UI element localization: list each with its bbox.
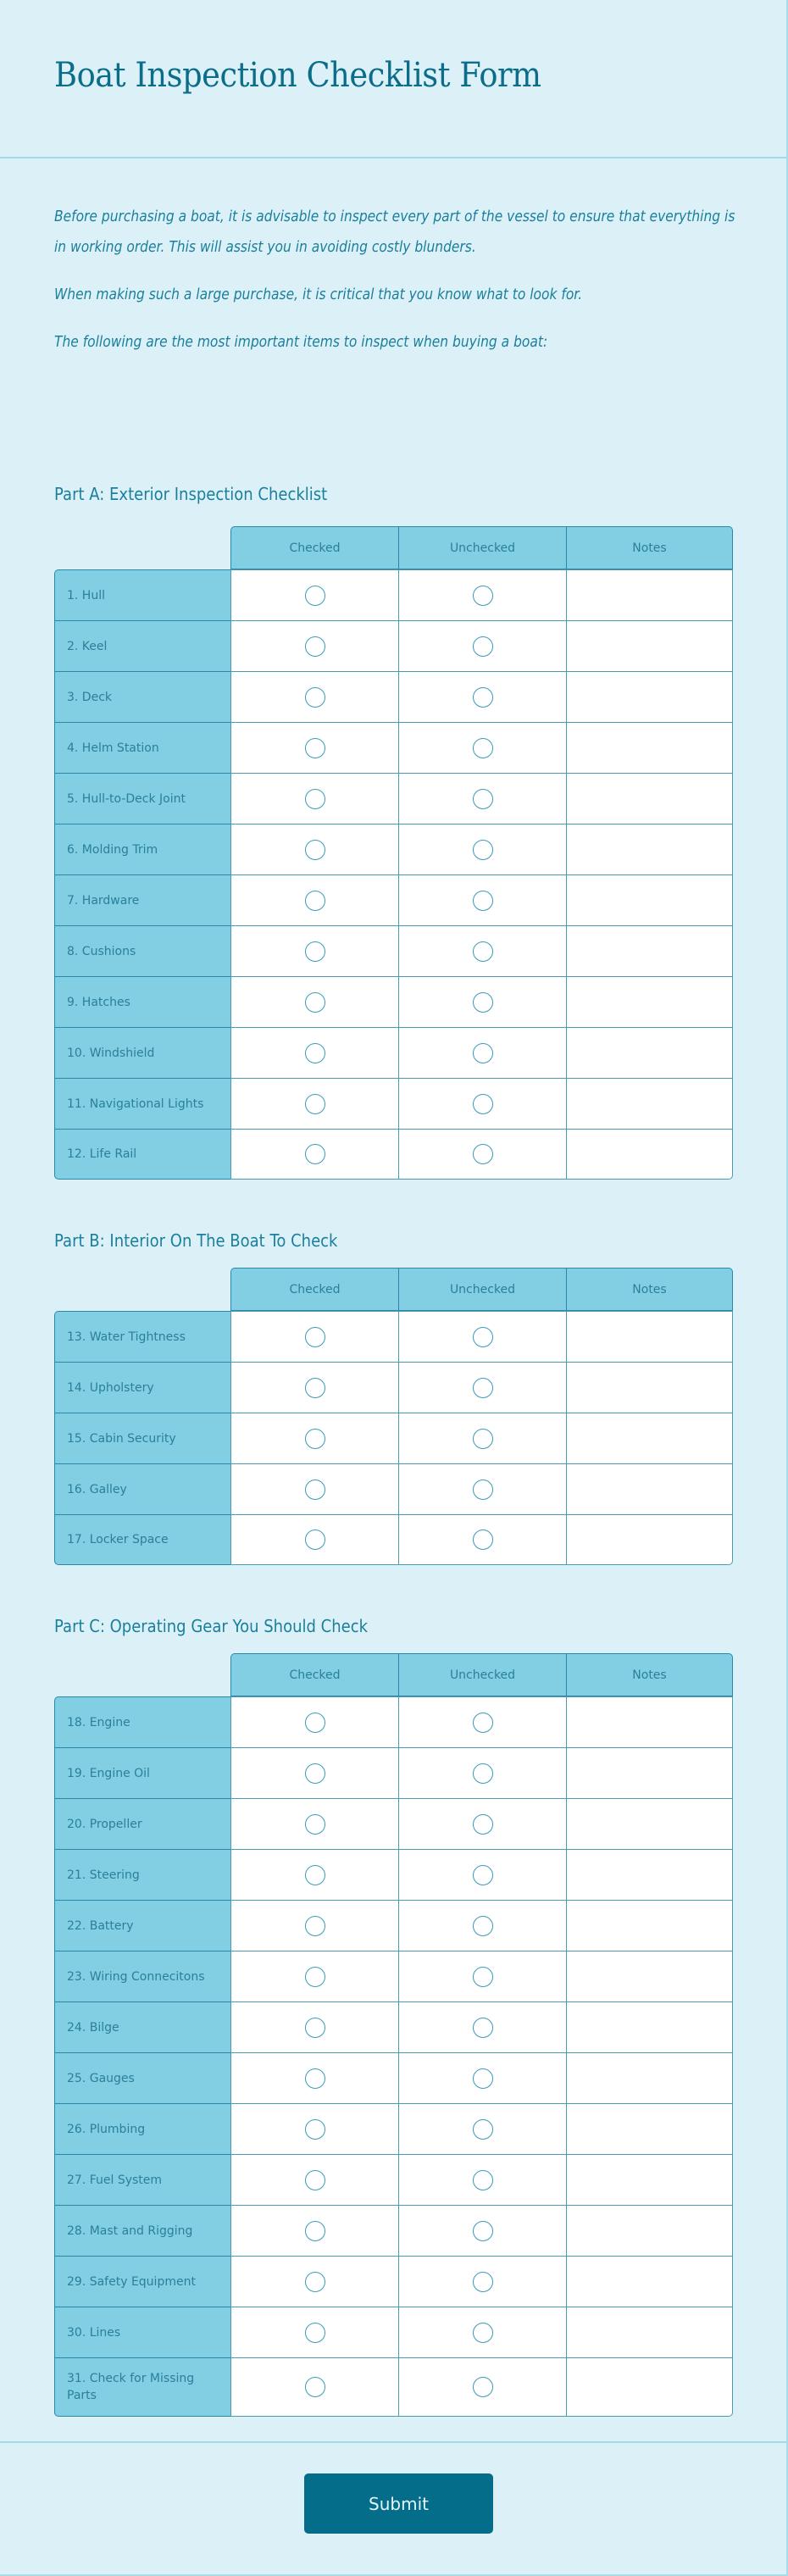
header-spacer bbox=[54, 1653, 230, 1696]
form-header bbox=[0, 0, 786, 158]
unchecked-cell bbox=[398, 2357, 566, 2417]
checked-radio[interactable] bbox=[305, 2272, 325, 2292]
column-header-notes: Notes bbox=[566, 526, 733, 569]
section-title: Part B: Interior On The Boat To Check bbox=[54, 1230, 338, 1251]
notes-input[interactable] bbox=[566, 1900, 733, 1951]
intro-paragraph: Before purchasing a boat, it is advisable to inspect every part of the vessel to ensure that everything is in working order. This will assist you in avoiding costly blunders. bbox=[54, 208, 735, 256]
section-title: Part A: Exterior Inspection Checklist bbox=[54, 484, 328, 504]
checked-radio[interactable] bbox=[305, 1144, 325, 1164]
notes-input[interactable] bbox=[566, 1849, 733, 1900]
unchecked-cell bbox=[398, 925, 566, 976]
unchecked-cell bbox=[398, 2103, 566, 2154]
row-label: 2. Keel bbox=[54, 620, 230, 671]
header-spacer bbox=[54, 1268, 230, 1311]
unchecked-cell bbox=[398, 874, 566, 925]
unchecked-radio[interactable] bbox=[473, 941, 493, 962]
notes-input[interactable] bbox=[566, 2001, 733, 2052]
column-header-notes: Notes bbox=[566, 1653, 733, 1696]
notes-input[interactable] bbox=[566, 2307, 733, 2357]
checked-cell bbox=[230, 2307, 398, 2357]
notes-input[interactable] bbox=[566, 1362, 733, 1413]
checked-cell bbox=[230, 1747, 398, 1798]
checked-cell bbox=[230, 1027, 398, 1078]
unchecked-radio[interactable] bbox=[473, 1865, 493, 1885]
unchecked-radio[interactable] bbox=[473, 1713, 493, 1733]
unchecked-cell bbox=[398, 1900, 566, 1951]
unchecked-cell bbox=[398, 1798, 566, 1849]
row-label: 8. Cushions bbox=[54, 925, 230, 976]
row-label: 28. Mast and Rigging bbox=[54, 2205, 230, 2256]
unchecked-cell bbox=[398, 2256, 566, 2307]
notes-input[interactable] bbox=[566, 2052, 733, 2103]
unchecked-cell bbox=[398, 2205, 566, 2256]
column-header-unchecked: Unchecked bbox=[398, 1268, 566, 1311]
section-title: Part C: Operating Gear You Should Check bbox=[54, 1616, 369, 1636]
checked-radio[interactable] bbox=[305, 1480, 325, 1500]
checked-cell bbox=[230, 569, 398, 620]
table-row bbox=[54, 1027, 733, 1078]
checked-cell bbox=[230, 1900, 398, 1951]
unchecked-radio[interactable] bbox=[473, 738, 493, 758]
notes-input[interactable] bbox=[566, 1514, 733, 1565]
unchecked-cell bbox=[398, 569, 566, 620]
intro-paragraph: When making such a large purchase, it is critical that you know what to look for. bbox=[54, 286, 583, 303]
checked-cell bbox=[230, 1311, 398, 1362]
checked-cell bbox=[230, 2103, 398, 2154]
checked-cell bbox=[230, 925, 398, 976]
notes-input[interactable] bbox=[566, 1027, 733, 1078]
checked-radio[interactable] bbox=[305, 586, 325, 606]
checked-cell bbox=[230, 1951, 398, 2001]
checked-cell bbox=[230, 1413, 398, 1463]
notes-input[interactable] bbox=[566, 1798, 733, 1849]
table-row bbox=[54, 620, 733, 671]
notes-input[interactable] bbox=[566, 2256, 733, 2307]
checked-cell bbox=[230, 1514, 398, 1565]
checked-radio[interactable] bbox=[305, 789, 325, 809]
notes-input[interactable] bbox=[566, 1129, 733, 1180]
checked-cell bbox=[230, 1463, 398, 1514]
row-label: 16. Galley bbox=[54, 1463, 230, 1514]
checked-cell bbox=[230, 874, 398, 925]
unchecked-radio[interactable] bbox=[473, 1327, 493, 1347]
checked-cell bbox=[230, 1849, 398, 1900]
checked-radio[interactable] bbox=[305, 1327, 325, 1347]
unchecked-radio[interactable] bbox=[473, 1480, 493, 1500]
intro-paragraph: The following are the most important items to inspect when buying a boat: bbox=[54, 333, 548, 351]
table-row bbox=[54, 1696, 733, 1747]
row-label: 25. Gauges bbox=[54, 2052, 230, 2103]
unchecked-cell bbox=[398, 773, 566, 824]
checked-radio[interactable] bbox=[305, 1814, 325, 1835]
unchecked-cell bbox=[398, 1849, 566, 1900]
checked-cell bbox=[230, 824, 398, 874]
checked-cell bbox=[230, 773, 398, 824]
checked-radio[interactable] bbox=[305, 2323, 325, 2343]
table-row bbox=[54, 2307, 733, 2357]
row-label: 18. Engine bbox=[54, 1696, 230, 1747]
checked-radio[interactable] bbox=[305, 891, 325, 911]
checked-cell bbox=[230, 2001, 398, 2052]
checked-radio[interactable] bbox=[305, 2119, 325, 2140]
unchecked-cell bbox=[398, 2154, 566, 2205]
column-header-unchecked: Unchecked bbox=[398, 526, 566, 569]
checked-cell bbox=[230, 2154, 398, 2205]
notes-input[interactable] bbox=[566, 2103, 733, 2154]
unchecked-cell bbox=[398, 1747, 566, 1798]
unchecked-radio[interactable] bbox=[473, 2377, 493, 2397]
table-row bbox=[54, 976, 733, 1027]
checked-cell bbox=[230, 671, 398, 722]
checklist-table bbox=[54, 526, 733, 1180]
unchecked-cell bbox=[398, 1463, 566, 1514]
unchecked-radio[interactable] bbox=[473, 1378, 493, 1398]
row-label: 3. Deck bbox=[54, 671, 230, 722]
unchecked-cell bbox=[398, 2001, 566, 2052]
unchecked-radio[interactable] bbox=[473, 789, 493, 809]
row-label: 12. Life Rail bbox=[54, 1129, 230, 1180]
unchecked-radio[interactable] bbox=[473, 2068, 493, 2089]
checked-cell bbox=[230, 2205, 398, 2256]
unchecked-radio[interactable] bbox=[473, 1429, 493, 1449]
checked-cell bbox=[230, 1362, 398, 1413]
row-label: 4. Helm Station bbox=[54, 722, 230, 773]
table-row bbox=[54, 2001, 733, 2052]
notes-input[interactable] bbox=[566, 874, 733, 925]
unchecked-cell bbox=[398, 1078, 566, 1129]
unchecked-cell bbox=[398, 1311, 566, 1362]
unchecked-radio[interactable] bbox=[473, 2272, 493, 2292]
table-row bbox=[54, 1951, 733, 2001]
notes-input[interactable] bbox=[566, 773, 733, 824]
unchecked-cell bbox=[398, 1514, 566, 1565]
column-header-unchecked: Unchecked bbox=[398, 1653, 566, 1696]
unchecked-radio[interactable] bbox=[473, 1094, 493, 1114]
row-label: 9. Hatches bbox=[54, 976, 230, 1027]
unchecked-cell bbox=[398, 1413, 566, 1463]
unchecked-radio[interactable] bbox=[473, 2018, 493, 2038]
checked-radio[interactable] bbox=[305, 2170, 325, 2190]
checked-radio[interactable] bbox=[305, 2068, 325, 2089]
row-label: 26. Plumbing bbox=[54, 2103, 230, 2154]
unchecked-radio[interactable] bbox=[473, 992, 493, 1013]
unchecked-radio[interactable] bbox=[473, 1144, 493, 1164]
table-row bbox=[54, 1129, 733, 1180]
unchecked-cell bbox=[398, 671, 566, 722]
checklist-table bbox=[54, 1653, 733, 2417]
table-row bbox=[54, 2103, 733, 2154]
checklist-table bbox=[54, 1268, 733, 1565]
checked-radio[interactable] bbox=[305, 1429, 325, 1449]
row-label: 1. Hull bbox=[54, 569, 230, 620]
checked-radio[interactable] bbox=[305, 840, 325, 860]
checked-radio[interactable] bbox=[305, 738, 325, 758]
notes-input[interactable] bbox=[566, 2357, 733, 2417]
unchecked-cell bbox=[398, 1696, 566, 1747]
unchecked-cell bbox=[398, 620, 566, 671]
checked-radio[interactable] bbox=[305, 2377, 325, 2397]
checked-cell bbox=[230, 1798, 398, 1849]
notes-input[interactable] bbox=[566, 2154, 733, 2205]
checked-cell bbox=[230, 722, 398, 773]
column-header-checked: Checked bbox=[230, 526, 398, 569]
unchecked-radio[interactable] bbox=[473, 2221, 493, 2241]
table-row bbox=[54, 2205, 733, 2256]
column-header-notes: Notes bbox=[566, 1268, 733, 1311]
row-label: 14. Upholstery bbox=[54, 1362, 230, 1413]
table-row bbox=[54, 925, 733, 976]
checked-radio[interactable] bbox=[305, 941, 325, 962]
unchecked-cell bbox=[398, 976, 566, 1027]
unchecked-cell bbox=[398, 824, 566, 874]
table-row bbox=[54, 2154, 733, 2205]
page-title: Boat Inspection Checklist Form bbox=[54, 56, 541, 95]
checked-radio[interactable] bbox=[305, 1865, 325, 1885]
header-spacer bbox=[54, 526, 230, 569]
unchecked-radio[interactable] bbox=[473, 1530, 493, 1550]
notes-input[interactable] bbox=[566, 722, 733, 773]
checked-radio[interactable] bbox=[305, 1967, 325, 1987]
checked-radio[interactable] bbox=[305, 1043, 325, 1063]
table-row bbox=[54, 2052, 733, 2103]
row-label: 20. Propeller bbox=[54, 1798, 230, 1849]
table-row bbox=[54, 1900, 733, 1951]
notes-input[interactable] bbox=[566, 671, 733, 722]
checked-radio[interactable] bbox=[305, 2221, 325, 2241]
unchecked-cell bbox=[398, 1129, 566, 1180]
unchecked-radio[interactable] bbox=[473, 1814, 493, 1835]
table-row bbox=[54, 569, 733, 620]
unchecked-radio[interactable] bbox=[473, 1916, 493, 1936]
checked-cell bbox=[230, 2052, 398, 2103]
notes-input[interactable] bbox=[566, 1951, 733, 2001]
table-row bbox=[54, 1849, 733, 1900]
row-label: 24. Bilge bbox=[54, 2001, 230, 2052]
unchecked-cell bbox=[398, 722, 566, 773]
unchecked-cell bbox=[398, 1362, 566, 1413]
row-label: 17. Locker Space bbox=[54, 1514, 230, 1565]
table-row bbox=[54, 1311, 733, 1362]
checked-radio[interactable] bbox=[305, 1378, 325, 1398]
table-row bbox=[54, 2256, 733, 2307]
checked-radio[interactable] bbox=[305, 992, 325, 1013]
row-label: 23. Wiring Connecitons bbox=[54, 1951, 230, 2001]
notes-input[interactable] bbox=[566, 1696, 733, 1747]
footer-divider bbox=[0, 2441, 786, 2443]
checked-radio[interactable] bbox=[305, 1530, 325, 1550]
intro-text bbox=[54, 202, 741, 375]
table-row bbox=[54, 1463, 733, 1514]
unchecked-radio[interactable] bbox=[473, 891, 493, 911]
checked-cell bbox=[230, 1129, 398, 1180]
table-row bbox=[54, 1514, 733, 1565]
checked-cell bbox=[230, 1078, 398, 1129]
notes-input[interactable] bbox=[566, 569, 733, 620]
table-row bbox=[54, 824, 733, 874]
notes-input[interactable] bbox=[566, 1463, 733, 1514]
unchecked-radio[interactable] bbox=[473, 2119, 493, 2140]
unchecked-cell bbox=[398, 1027, 566, 1078]
notes-input[interactable] bbox=[566, 2205, 733, 2256]
row-label: 13. Water Tightness bbox=[54, 1311, 230, 1362]
submit-button[interactable]: Submit bbox=[304, 2473, 493, 2534]
notes-input[interactable] bbox=[566, 925, 733, 976]
notes-input[interactable] bbox=[566, 976, 733, 1027]
checked-radio[interactable] bbox=[305, 687, 325, 708]
notes-input[interactable] bbox=[566, 824, 733, 874]
unchecked-radio[interactable] bbox=[473, 1967, 493, 1987]
table-row bbox=[54, 1798, 733, 1849]
row-label: 31. Check for Missing Parts bbox=[54, 2357, 230, 2417]
row-label: 29. Safety Equipment bbox=[54, 2256, 230, 2307]
notes-input[interactable] bbox=[566, 620, 733, 671]
checked-cell bbox=[230, 1696, 398, 1747]
table-row bbox=[54, 722, 733, 773]
row-label: 11. Navigational Lights bbox=[54, 1078, 230, 1129]
notes-input[interactable] bbox=[566, 1311, 733, 1362]
checked-radio[interactable] bbox=[305, 1713, 325, 1733]
row-label: 30. Lines bbox=[54, 2307, 230, 2357]
unchecked-radio[interactable] bbox=[473, 1043, 493, 1063]
unchecked-radio[interactable] bbox=[473, 636, 493, 657]
table-row bbox=[54, 2357, 733, 2417]
table-row bbox=[54, 874, 733, 925]
checked-cell bbox=[230, 620, 398, 671]
table-row bbox=[54, 1078, 733, 1129]
row-label: 19. Engine Oil bbox=[54, 1747, 230, 1798]
table-row bbox=[54, 1413, 733, 1463]
checked-radio[interactable] bbox=[305, 1094, 325, 1114]
column-header-checked: Checked bbox=[230, 1653, 398, 1696]
checked-cell bbox=[230, 2256, 398, 2307]
unchecked-cell bbox=[398, 1951, 566, 2001]
table-header-row bbox=[54, 1653, 733, 1696]
row-label: 7. Hardware bbox=[54, 874, 230, 925]
row-label: 27. Fuel System bbox=[54, 2154, 230, 2205]
table-row bbox=[54, 1362, 733, 1413]
column-header-checked: Checked bbox=[230, 1268, 398, 1311]
row-label: 10. Windshield bbox=[54, 1027, 230, 1078]
checked-radio[interactable] bbox=[305, 1916, 325, 1936]
table-row bbox=[54, 1747, 733, 1798]
table-header-row bbox=[54, 1268, 733, 1311]
checked-radio[interactable] bbox=[305, 2018, 325, 2038]
row-label: 15. Cabin Security bbox=[54, 1413, 230, 1463]
checked-radio[interactable] bbox=[305, 1763, 325, 1784]
notes-input[interactable] bbox=[566, 1747, 733, 1798]
unchecked-radio[interactable] bbox=[473, 1763, 493, 1784]
row-label: 6. Molding Trim bbox=[54, 824, 230, 874]
unchecked-cell bbox=[398, 2052, 566, 2103]
unchecked-radio[interactable] bbox=[473, 2323, 493, 2343]
checked-radio[interactable] bbox=[305, 636, 325, 657]
unchecked-radio[interactable] bbox=[473, 687, 493, 708]
row-label: 21. Steering bbox=[54, 1849, 230, 1900]
checked-cell bbox=[230, 976, 398, 1027]
row-label: 22. Battery bbox=[54, 1900, 230, 1951]
notes-input[interactable] bbox=[566, 1078, 733, 1129]
unchecked-radio[interactable] bbox=[473, 2170, 493, 2190]
checked-cell bbox=[230, 2357, 398, 2417]
table-header-row bbox=[54, 526, 733, 569]
unchecked-cell bbox=[398, 2307, 566, 2357]
notes-input[interactable] bbox=[566, 1413, 733, 1463]
unchecked-radio[interactable] bbox=[473, 586, 493, 606]
row-label: 5. Hull-to-Deck Joint bbox=[54, 773, 230, 824]
table-row bbox=[54, 773, 733, 824]
table-row bbox=[54, 671, 733, 722]
unchecked-radio[interactable] bbox=[473, 840, 493, 860]
